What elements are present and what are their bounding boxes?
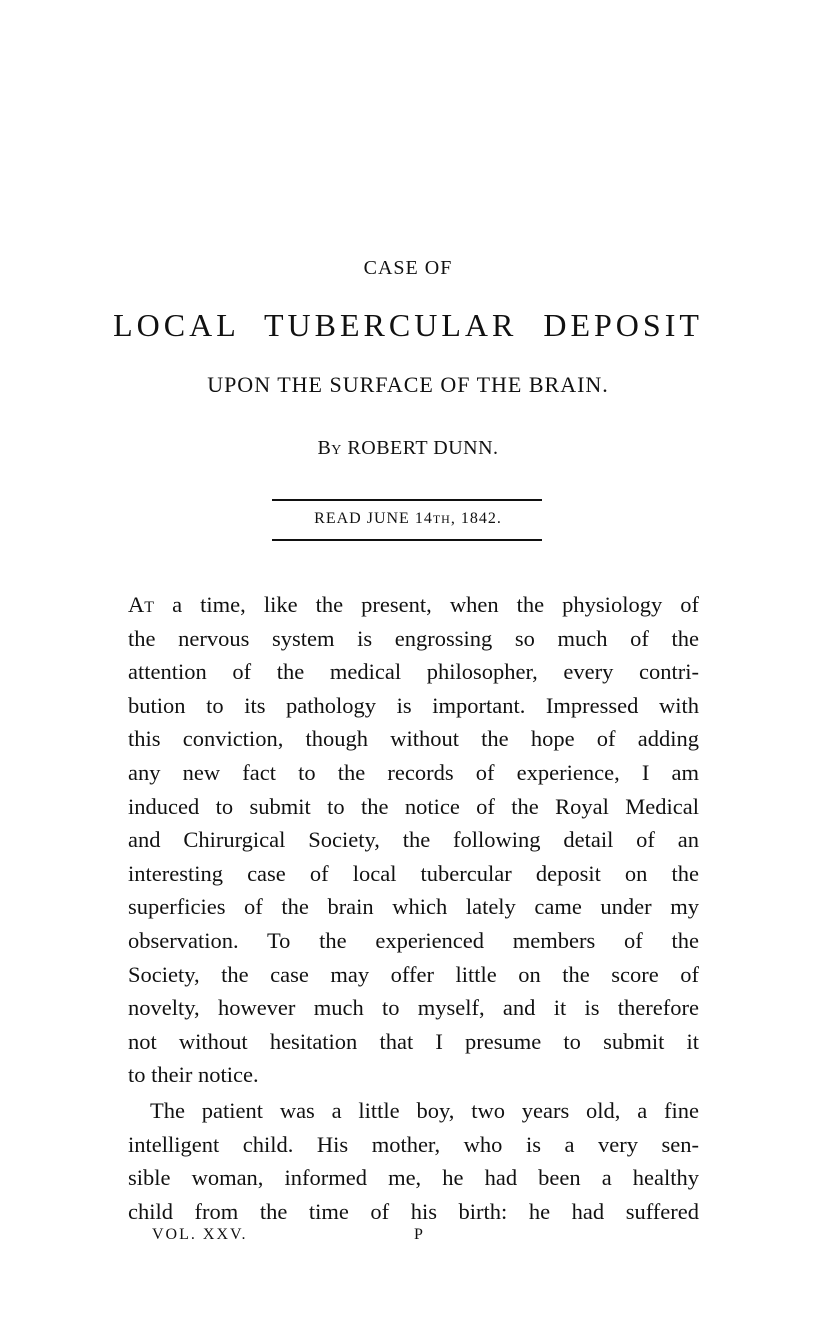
rule-top <box>272 499 542 501</box>
paragraph-line: superficies of the brain which lately came under my <box>128 894 699 920</box>
article-subtitle: UPON THE SURFACE OF THE BRAIN. <box>207 372 609 397</box>
read-date-suffix: TH <box>432 512 451 526</box>
paragraph-line: bution to its pathology is important. Impressed with <box>128 692 699 718</box>
read-date <box>0 510 816 528</box>
paragraph-line <box>128 588 699 622</box>
paragraph-line: sible woman, informed me, he had been a healthy <box>128 1165 699 1191</box>
paragraph-line: interesting case of local tubercular deposit on the <box>128 860 699 886</box>
signature-mark: P <box>414 1226 425 1243</box>
paragraph-line: not without hesitation that I presume to submit it <box>128 1028 699 1054</box>
rule-bottom <box>272 539 542 541</box>
byline-prefix: By <box>317 437 342 459</box>
paragraph-line: and Chirurgical Society, the following detail of an <box>128 827 699 853</box>
paragraph-line: attention of the medical philosopher, every contri- <box>128 659 699 685</box>
line-text: a time, like the present, when the physiology of <box>154 592 699 617</box>
paragraph-line: novelty, however much to myself, and it is therefore <box>128 995 699 1021</box>
author-name: ROBERT DUNN. <box>347 437 499 459</box>
paragraph-line: Society, the case may offer little on the score of <box>128 961 699 987</box>
paragraph-line: The patient was a little boy, two years old, a fine <box>150 1098 699 1123</box>
paragraph-line: child from the time of his birth: he had suffered <box>128 1198 699 1224</box>
paragraph-line: any new fact to the records of experience, I am <box>128 759 699 785</box>
paragraph-1 <box>128 588 699 1092</box>
opening-word: At <box>128 592 155 617</box>
read-date-prefix: READ JUNE 14 <box>314 510 433 527</box>
read-date-year: , 1842. <box>450 510 502 527</box>
kicker: CASE OF <box>363 257 453 279</box>
paragraph-line: observation. To the experienced members of the <box>128 927 699 953</box>
byline <box>0 437 816 460</box>
paragraph-line: induced to submit to the notice of the Royal Medical <box>128 793 699 819</box>
volume-number: VOL. XXV. <box>152 1226 248 1243</box>
paragraph-2 <box>128 1094 699 1228</box>
paragraph-line: to their notice. <box>128 1062 259 1088</box>
paragraph-line: the nervous system is engrossing so much of the <box>128 625 699 651</box>
article-title: LOCAL TUBERCULAR DEPOSIT <box>113 307 703 343</box>
paragraph-line: this conviction, though without the hope of adding <box>128 726 699 752</box>
paragraph-line: intelligent child. His mother, who is a very sen- <box>128 1131 699 1157</box>
